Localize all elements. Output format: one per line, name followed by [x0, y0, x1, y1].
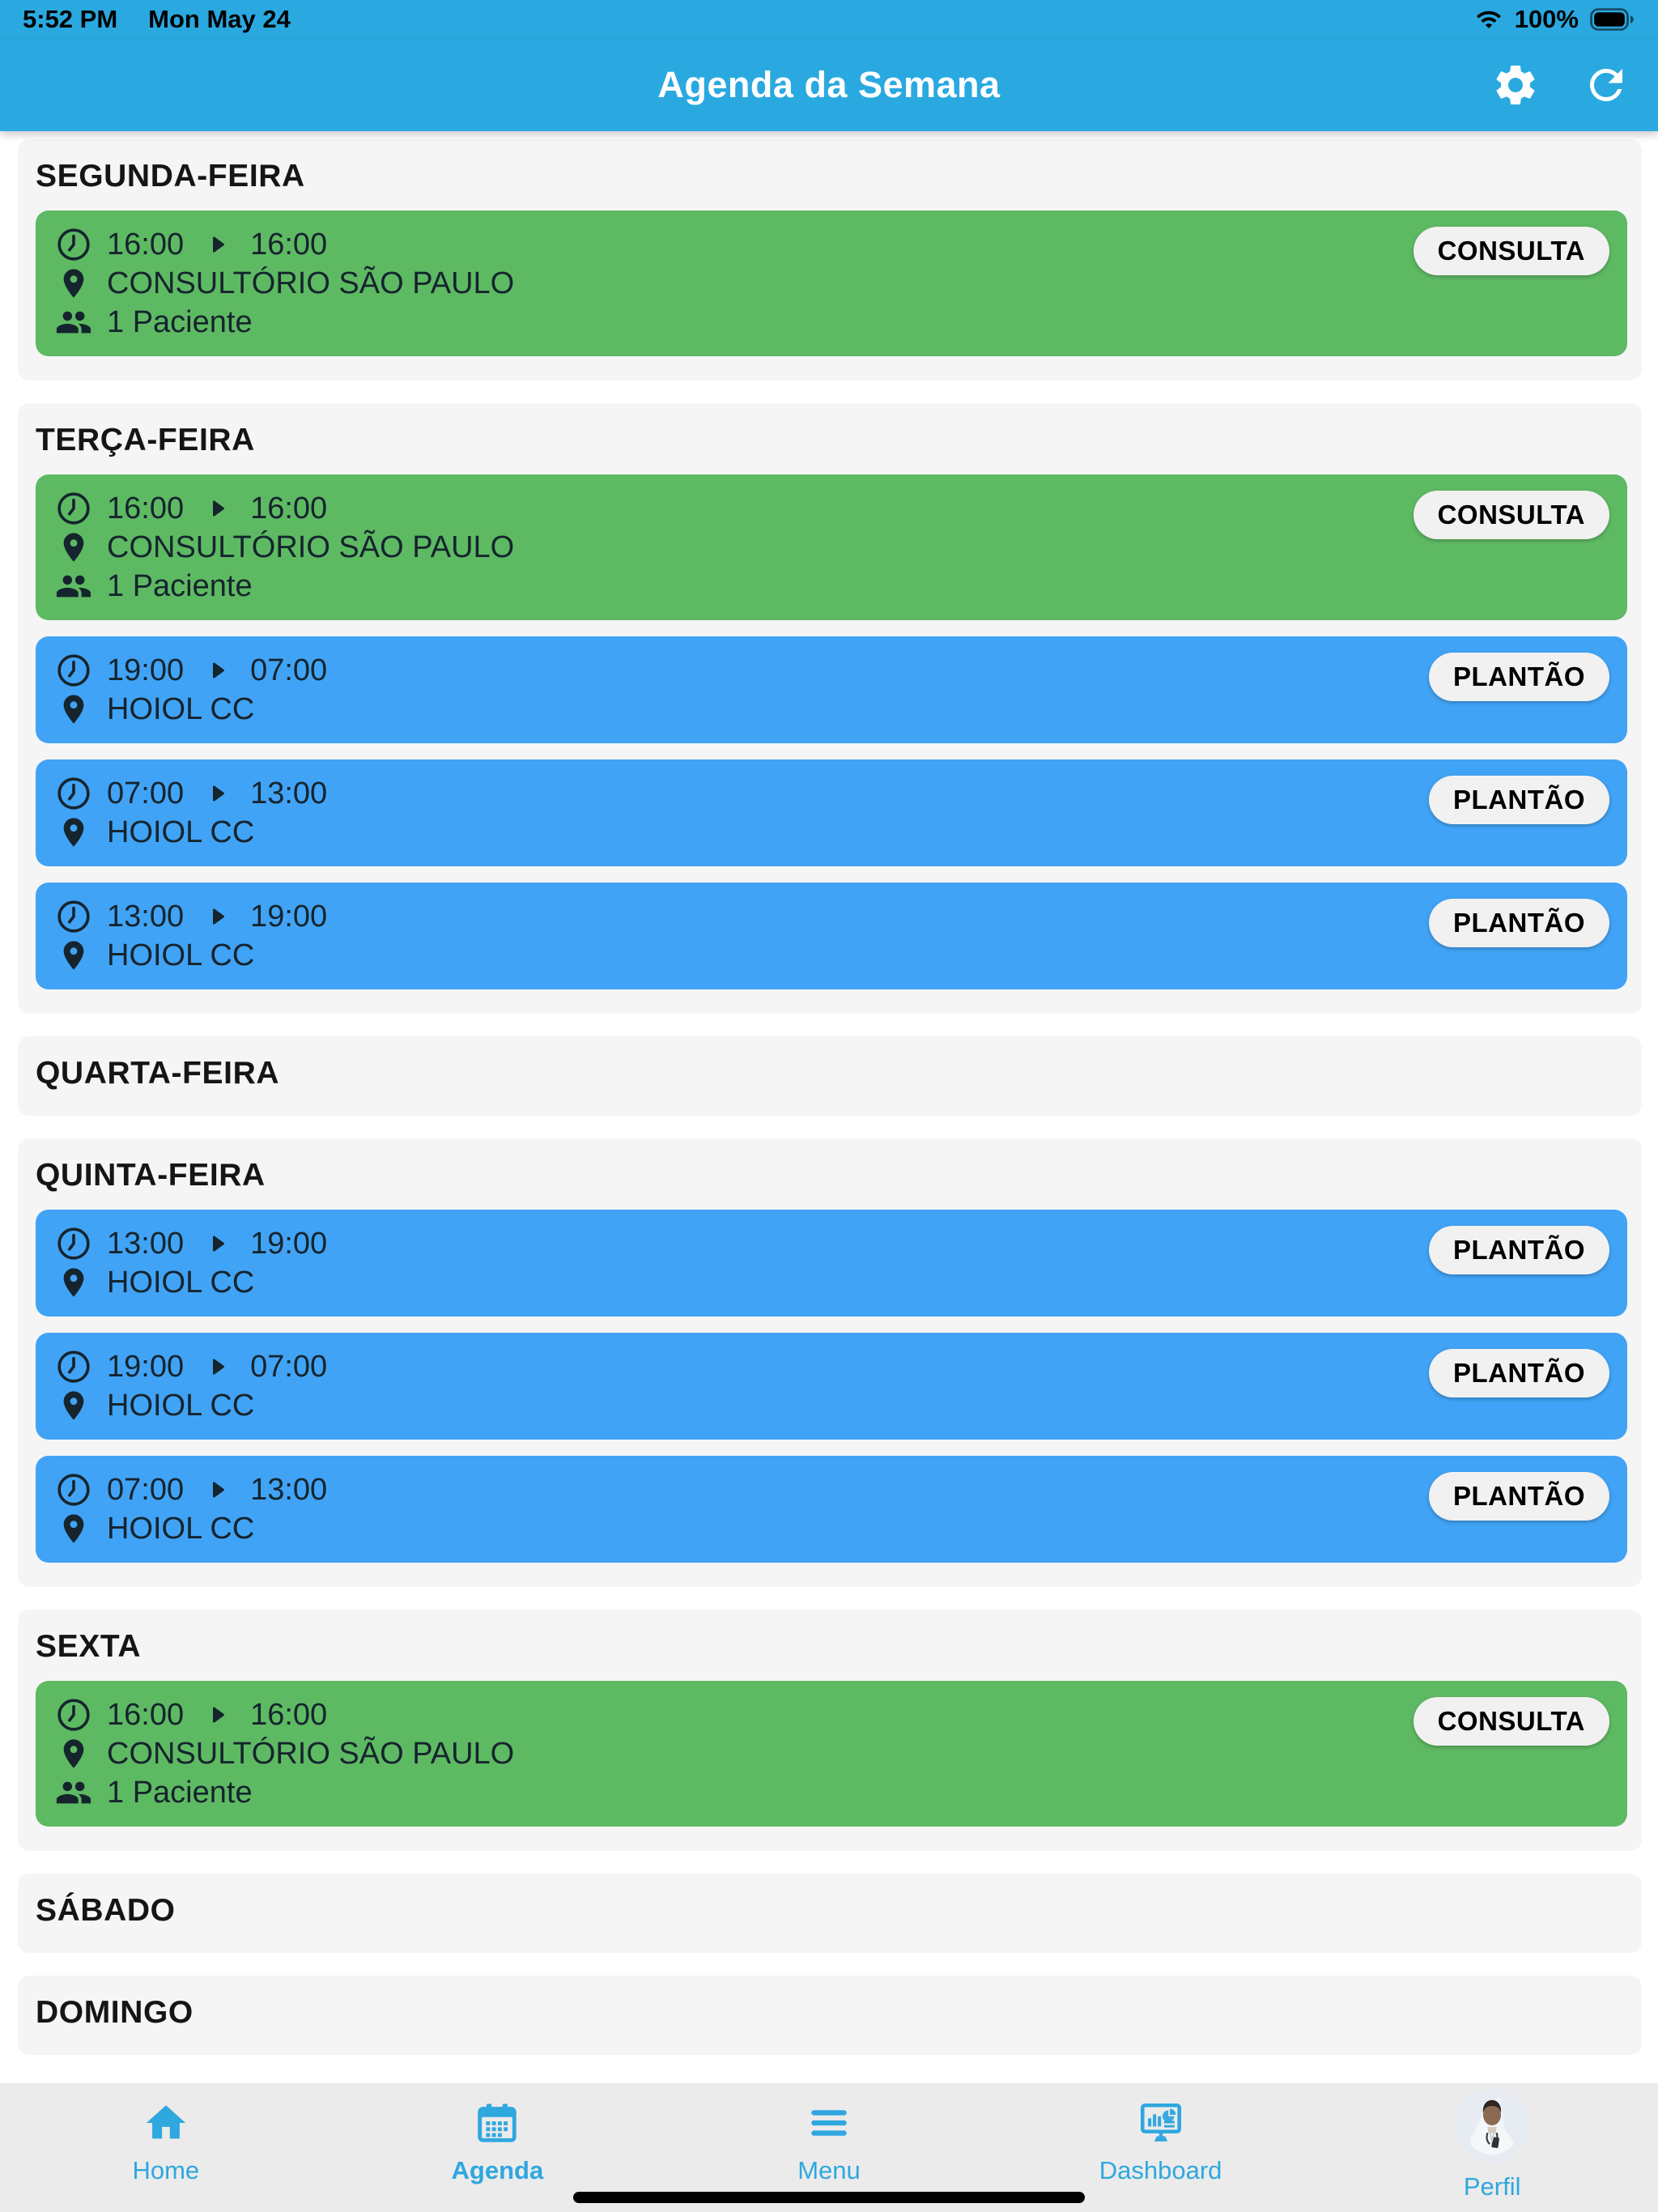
- event-start-time: 19:00: [107, 1349, 185, 1384]
- event-end-time: 07:00: [250, 1349, 328, 1384]
- clock-icon: [55, 898, 92, 935]
- event-patients: 1 Paciente: [107, 304, 253, 339]
- event-start-time: 16:00: [107, 227, 185, 262]
- clock-icon: [55, 226, 92, 263]
- tab-label: Home: [132, 2156, 200, 2184]
- event-type-badge: CONSULTA: [1414, 227, 1609, 275]
- home-icon: [142, 2099, 189, 2146]
- day-section: [18, 1138, 1642, 1587]
- location-pin-icon: [55, 937, 92, 974]
- event-location: CONSULTÓRIO SÃO PAULO: [107, 266, 515, 300]
- location-pin-icon: [55, 529, 92, 566]
- location-pin-icon: [55, 814, 92, 851]
- event-time-row: [55, 225, 1608, 264]
- day-events: [36, 474, 1627, 989]
- day-title: SEXTA: [36, 1629, 142, 1664]
- event-end-time: 07:00: [250, 653, 328, 687]
- page-title: Agenda da Semana: [657, 64, 1001, 105]
- clock-icon: [55, 652, 92, 689]
- event-end-time: 16:00: [250, 491, 328, 525]
- event-type-badge: CONSULTA: [1414, 491, 1609, 539]
- day-title: QUINTA-FEIRA: [36, 1158, 266, 1193]
- event-time-row: [55, 774, 1608, 813]
- event-type-badge: PLANTÃO: [1429, 1226, 1609, 1274]
- event-time-row: [55, 1347, 1608, 1386]
- event-end-time: 13:00: [250, 1472, 328, 1507]
- day-title: TERÇA-FEIRA: [36, 423, 255, 457]
- clock-icon: [55, 1696, 92, 1733]
- event-location-row: [55, 528, 1608, 567]
- event-location: HOIOL CC: [107, 1265, 255, 1300]
- event-location: HOIOL CC: [107, 1511, 255, 1546]
- play-arrow-icon: [205, 1703, 229, 1727]
- people-icon: [55, 1774, 92, 1811]
- day-sections: [0, 131, 1658, 2055]
- event-patients: 1 Paciente: [107, 568, 253, 603]
- clock-icon: [55, 1348, 92, 1385]
- play-arrow-icon: [205, 496, 229, 521]
- event-time-row: [55, 1695, 1608, 1734]
- event-card[interactable]: [36, 1333, 1627, 1440]
- settings-icon[interactable]: [1491, 61, 1540, 109]
- day-section: [18, 403, 1642, 1014]
- people-icon: [55, 568, 92, 605]
- event-type-badge: PLANTÃO: [1429, 1349, 1609, 1397]
- clock-icon: [55, 490, 92, 527]
- wifi-icon: [1474, 7, 1503, 32]
- event-end-time: 16:00: [250, 227, 328, 262]
- event-type-badge: PLANTÃO: [1429, 1472, 1609, 1521]
- battery-icon: [1590, 8, 1635, 31]
- home-indicator[interactable]: [573, 2192, 1085, 2203]
- event-start-time: 13:00: [107, 899, 185, 934]
- event-time-row: [55, 651, 1608, 690]
- dashboard-icon: [1137, 2099, 1184, 2146]
- day-events: [36, 1210, 1627, 1563]
- battery-percent: 100%: [1514, 5, 1579, 33]
- day-title: SÁBADO: [36, 1893, 176, 1928]
- day-title: DOMINGO: [36, 1995, 193, 2030]
- day-events: [36, 1681, 1627, 1827]
- event-patients-row: [55, 567, 1608, 606]
- nav-bar: [0, 39, 1658, 131]
- location-pin-icon: [55, 1510, 92, 1547]
- event-end-time: 19:00: [250, 899, 328, 934]
- event-card[interactable]: [36, 1681, 1627, 1827]
- event-location: HOIOL CC: [107, 938, 255, 972]
- event-location-row: [55, 1734, 1608, 1773]
- day-events: [36, 211, 1627, 356]
- event-card[interactable]: [36, 211, 1627, 356]
- event-card[interactable]: [36, 759, 1627, 866]
- event-location-row: [55, 1386, 1608, 1425]
- status-bar: [0, 0, 1658, 39]
- event-start-time: 16:00: [107, 1697, 185, 1732]
- event-start-time: 07:00: [107, 1472, 185, 1507]
- event-card[interactable]: [36, 1456, 1627, 1563]
- event-time-row: [55, 1470, 1608, 1509]
- event-patients-row: [55, 303, 1608, 342]
- clock-icon: [55, 775, 92, 812]
- event-location: HOIOL CC: [107, 815, 255, 849]
- tab-label: Agenda: [451, 2156, 544, 2184]
- event-location-row: [55, 936, 1608, 975]
- event-type-badge: PLANTÃO: [1429, 776, 1609, 824]
- tab-label: Menu: [797, 2156, 861, 2184]
- event-location: CONSULTÓRIO SÃO PAULO: [107, 530, 515, 564]
- event-card[interactable]: [36, 474, 1627, 620]
- play-arrow-icon: [205, 232, 229, 257]
- event-type-badge: PLANTÃO: [1429, 653, 1609, 701]
- location-pin-icon: [55, 1264, 92, 1301]
- event-start-time: 13:00: [107, 1226, 185, 1261]
- event-type-badge: CONSULTA: [1414, 1697, 1609, 1746]
- profile-avatar: [1455, 2088, 1529, 2163]
- event-location-row: [55, 264, 1608, 303]
- day-section: [18, 1036, 1642, 1116]
- event-time-row: [55, 489, 1608, 528]
- event-location: HOIOL CC: [107, 1388, 255, 1423]
- event-location-row: [55, 1509, 1608, 1548]
- event-card[interactable]: [36, 1210, 1627, 1317]
- event-end-time: 13:00: [250, 776, 328, 810]
- event-location-row: [55, 1263, 1608, 1302]
- clock-icon: [55, 1225, 92, 1262]
- location-pin-icon: [55, 1735, 92, 1772]
- event-time-row: [55, 897, 1608, 936]
- people-icon: [55, 304, 92, 341]
- event-start-time: 16:00: [107, 491, 185, 525]
- play-arrow-icon: [205, 1231, 229, 1256]
- tab-label: Dashboard: [1099, 2156, 1222, 2184]
- day-section: [18, 1874, 1642, 1953]
- event-start-time: 07:00: [107, 776, 185, 810]
- location-pin-icon: [55, 691, 92, 728]
- event-end-time: 16:00: [250, 1697, 328, 1732]
- tab-perfil[interactable]: [1326, 2083, 1658, 2212]
- tab-label: Perfil: [1463, 2172, 1521, 2201]
- clock-icon: [55, 1471, 92, 1508]
- event-patients-row: [55, 1773, 1608, 1812]
- play-arrow-icon: [205, 1355, 229, 1379]
- day-section: [18, 1610, 1642, 1851]
- play-arrow-icon: [205, 904, 229, 929]
- event-card[interactable]: [36, 883, 1627, 989]
- event-location-row: [55, 690, 1608, 729]
- event-time-row: [55, 1224, 1608, 1263]
- play-arrow-icon: [205, 781, 229, 806]
- event-location-row: [55, 813, 1608, 852]
- day-title: SEGUNDA-FEIRA: [36, 159, 305, 194]
- calendar-icon: [474, 2099, 521, 2146]
- menu-icon: [806, 2099, 852, 2146]
- location-pin-icon: [55, 265, 92, 302]
- event-end-time: 19:00: [250, 1226, 328, 1261]
- event-type-badge: PLANTÃO: [1429, 899, 1609, 947]
- play-arrow-icon: [205, 658, 229, 683]
- play-arrow-icon: [205, 1478, 229, 1502]
- day-section: [18, 1976, 1642, 2055]
- refresh-icon[interactable]: [1582, 61, 1630, 109]
- event-card[interactable]: [36, 636, 1627, 743]
- event-patients: 1 Paciente: [107, 1775, 253, 1810]
- status-time: 5:52 PM: [23, 5, 118, 33]
- day-section: [18, 139, 1642, 381]
- status-date: Mon May 24: [148, 5, 291, 33]
- event-location: CONSULTÓRIO SÃO PAULO: [107, 1736, 515, 1771]
- day-title: QUARTA-FEIRA: [36, 1056, 280, 1091]
- tab-home[interactable]: [0, 2083, 332, 2212]
- event-location: HOIOL CC: [107, 691, 255, 726]
- event-start-time: 19:00: [107, 653, 185, 687]
- location-pin-icon: [55, 1387, 92, 1424]
